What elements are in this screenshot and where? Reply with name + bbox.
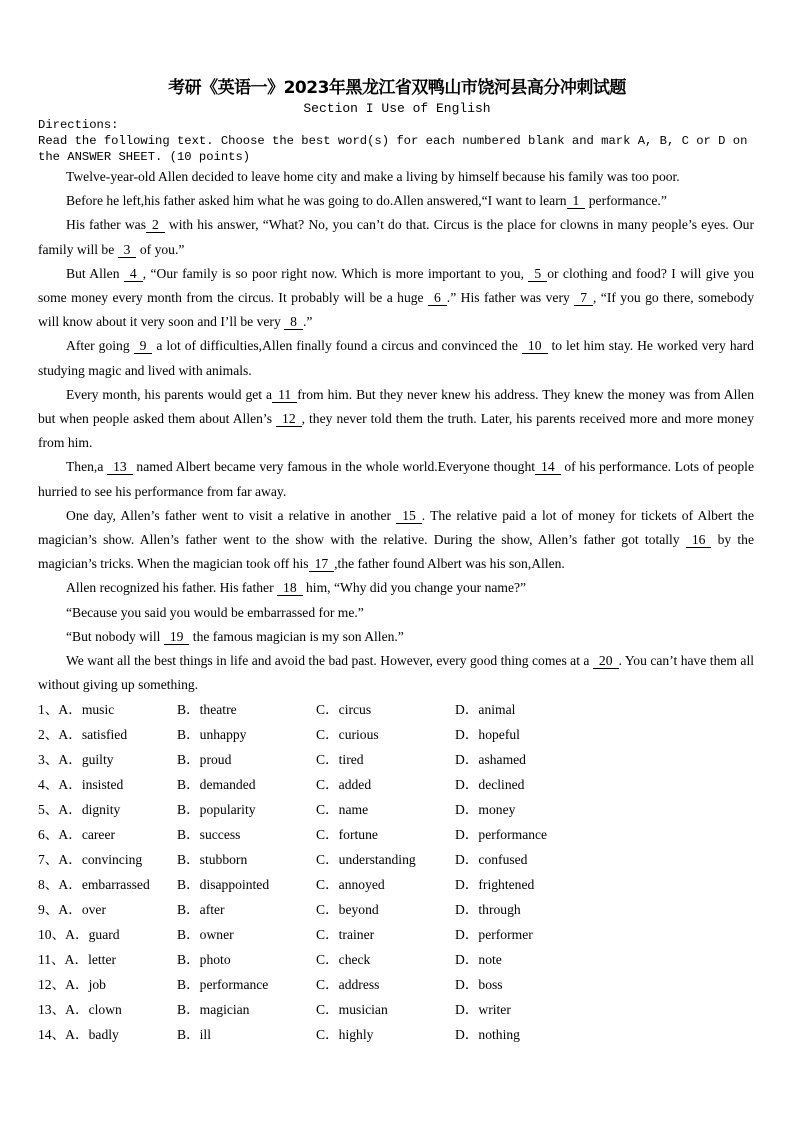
option-a: guilty [81,752,114,768]
option-c: C．check [316,952,371,968]
paragraph-text: Every month, his parents would get a [66,386,273,402]
option-a: job [88,977,106,993]
blank-13: 13 [107,459,133,475]
section-heading: Section I Use of English [303,101,491,116]
paragraph-text: One day, Allen’s father went to visit a relative in another [66,507,397,523]
option-a: career [81,827,116,843]
option-c: C．name [316,802,369,818]
option-c: C．annoyed [316,877,385,893]
blank-14: 14 [535,459,561,475]
passage [38,165,754,697]
option-a: music [81,702,115,718]
option-d: D．performance [455,827,548,843]
paragraph-text: , “If you go there, somebody will know about it very soon and I’ll be very [38,290,754,330]
paragraph-text: His father was [66,217,146,233]
paragraph [38,165,754,189]
option-a: insisted [81,777,124,793]
paragraph-text: performance.” [585,193,667,209]
paragraph-text: But Allen [66,265,124,281]
blank-2: 2 [146,217,165,233]
paragraph [38,262,754,335]
paragraph [38,213,754,261]
option-b: B．success [177,827,241,843]
blank-17: 17 [309,556,335,572]
blank-19: 19 [164,629,190,645]
option-d: D．confused [455,852,528,868]
paragraph-text: We want all the best things in life and avoid the bad past. However, every good thing comes at a [66,653,593,669]
option-b: B．unhappy [177,727,247,743]
paragraph-text: ,the father found Albert was his son,Allen. [334,556,565,572]
question-number: 14、A． [38,1027,89,1043]
option-c: C．beyond [316,902,379,918]
option-c: C．added [316,777,372,793]
directions-label: Directions: [38,118,119,132]
question-number: 5、A． [38,802,82,818]
paragraph [38,576,754,600]
option-a: guard [88,927,120,943]
paragraph-text: .” His father was very [446,290,575,306]
option-row [38,822,758,847]
paragraph-text: of you.” [136,241,185,257]
paragraph-text: .” [302,314,313,330]
paragraph-text: a lot of difficulties,Allen finally found a circus and convinced the [152,338,522,354]
paragraph [38,625,754,649]
option-row [38,947,758,972]
paragraph-text: , they never told them the truth. Later, his parents received more and more money from him. [38,411,754,451]
options-list [38,697,794,1047]
directions-text: Read the following text. Choose the best word(s) for each numbered blank and mark A, B, C or D on the ANSWER SHEET. (10 points) [38,134,748,164]
paragraph-text: him, “Why did you change your name?” [302,580,527,596]
option-d: D．nothing [455,1027,520,1043]
option-b: B．magician [177,1002,250,1018]
blank-5: 5 [528,266,547,282]
option-d: D．declined [455,777,525,793]
question-number: 4、A． [38,777,82,793]
question-number: 12、A． [38,977,89,993]
option-row [38,1022,758,1047]
paragraph-text: . You can’t have them all without giving up something. [38,653,755,693]
question-number: 7、A． [38,852,82,868]
blank-20: 20 [593,653,619,669]
option-a: over [81,902,106,918]
option-d: D．through [455,902,521,918]
option-b: B．photo [177,952,231,968]
option-b: B．popularity [177,802,256,818]
option-d: D．hopeful [455,727,520,743]
paragraph-text: Then,a [66,459,108,475]
option-b: B．performance [177,977,269,993]
paragraph-text: “Because you said you would be embarrassed for me.” [66,604,364,620]
paragraph-text: to let him stay. He worked very hard studying magic and lived with animals. [38,338,754,378]
option-c: C．tired [316,752,364,768]
option-b: B．stubborn [177,852,248,868]
question-number: 2、A． [38,727,82,743]
paragraph-text: “But nobody will [66,628,164,644]
option-b: B．disappointed [177,877,270,893]
blank-9: 9 [134,338,153,354]
question-number: 8、A． [38,877,82,893]
option-c: C．circus [316,702,372,718]
option-c: C．understanding [316,852,416,868]
paragraph-text: . The relative paid a lot of money for tickets of Albert the magician’s show. Allen’s father went to the show with the relative. During the show, Allen’s father got totally [38,507,754,548]
paragraph [38,601,754,625]
option-a: embarrassed [81,877,150,893]
option-d: D．writer [455,1002,511,1018]
document-title: 考研《英语一》2023年黑龙江省双鸭山市饶河县高分冲刺试题 [168,78,626,98]
blank-15: 15 [396,508,422,524]
option-a: badly [88,1027,119,1043]
option-d: D．ashamed [455,752,526,768]
blank-3: 3 [118,242,137,258]
option-row [38,997,758,1022]
question-number: 6、A． [38,827,82,843]
blank-7: 7 [574,290,593,306]
paragraph [38,649,754,697]
directions [38,117,758,165]
option-b: B．demanded [177,777,256,793]
option-row [38,922,758,947]
question-number: 9、A． [38,902,82,918]
option-row [38,697,758,722]
paragraph-text: named Albert became very famous in the whole world.Everyone thought [132,459,536,475]
option-d: D．frightened [455,877,535,893]
question-number: 1、A． [38,702,82,718]
option-row [38,872,758,897]
blank-12: 12 [276,411,302,427]
option-b: B．ill [177,1027,211,1043]
option-c: C．curious [316,727,379,743]
blank-8: 8 [284,314,303,330]
blank-18: 18 [277,580,303,596]
question-number: 10、A． [38,927,89,943]
option-row [38,797,758,822]
option-a: convincing [81,852,143,868]
option-b: B．after [177,902,225,918]
option-a: clown [88,1002,122,1018]
blank-16: 16 [686,532,712,548]
option-c: C．fortune [316,827,378,843]
paragraph [38,455,754,503]
paragraph-text: of his performance. Lots of people hurried to see his performance from far away. [38,459,754,499]
option-b: B．theatre [177,702,237,718]
document-page [0,76,794,1047]
option-row [38,747,758,772]
option-row [38,972,758,997]
paragraph-text: After going [66,338,134,354]
paragraph-text: Twelve-year-old Allen decided to leave home city and make a living by himself because his family was too poor. [66,169,680,184]
option-d: D．animal [455,702,516,718]
option-row [38,847,758,872]
option-b: B．proud [177,752,232,768]
paragraph-text: with his answer, “What? No, you can’t do that. Circus is the place for clowns in many people’s eyes. Our family will be [38,217,754,257]
blank-10: 10 [522,338,548,354]
paragraph [38,189,754,213]
option-a: dignity [81,802,121,818]
option-b: B．owner [177,927,234,943]
option-d: D．performer [455,927,533,943]
paragraph-text: from him. But they never knew his address. They knew the money was from Allen but when people asked them about Allen’s [38,386,755,427]
option-row [38,897,758,922]
blank-6: 6 [428,290,447,306]
paragraph [38,504,754,577]
paragraph [38,334,754,382]
blank-1: 1 [567,193,586,209]
blank-4: 4 [124,266,143,282]
paragraph-text: , “Our family is so poor right now. Which is more important to you, [142,265,529,281]
option-c: C．highly [316,1027,374,1043]
question-number: 11、A． [38,952,89,968]
paragraph [38,383,754,456]
option-row [38,722,758,747]
option-d: D．money [455,802,516,818]
option-a: satisfied [81,727,128,743]
option-d: D．note [455,952,502,968]
option-c: C．address [316,977,380,993]
paragraph-text: or clothing and food? I will give you some money every month from the circus. It probably will be a huge [38,265,755,306]
option-a: letter [88,952,117,968]
option-c: C．musician [316,1002,388,1018]
paragraph-text: by the magician’s tricks. When the magician took off his [38,532,755,572]
paragraph-text: the famous magician is my son Allen.” [189,628,404,644]
option-d: D．boss [455,977,503,993]
question-number: 3、A． [38,752,82,768]
question-number: 13、A． [38,1002,89,1018]
paragraph-text: Before he left,his father asked him what he was going to do.Allen answered,“I want to learn [66,193,567,209]
option-c: C．trainer [316,927,375,943]
option-row [38,772,758,797]
paragraph-text: Allen recognized his father. His father [66,580,278,596]
blank-11: 11 [272,387,297,403]
